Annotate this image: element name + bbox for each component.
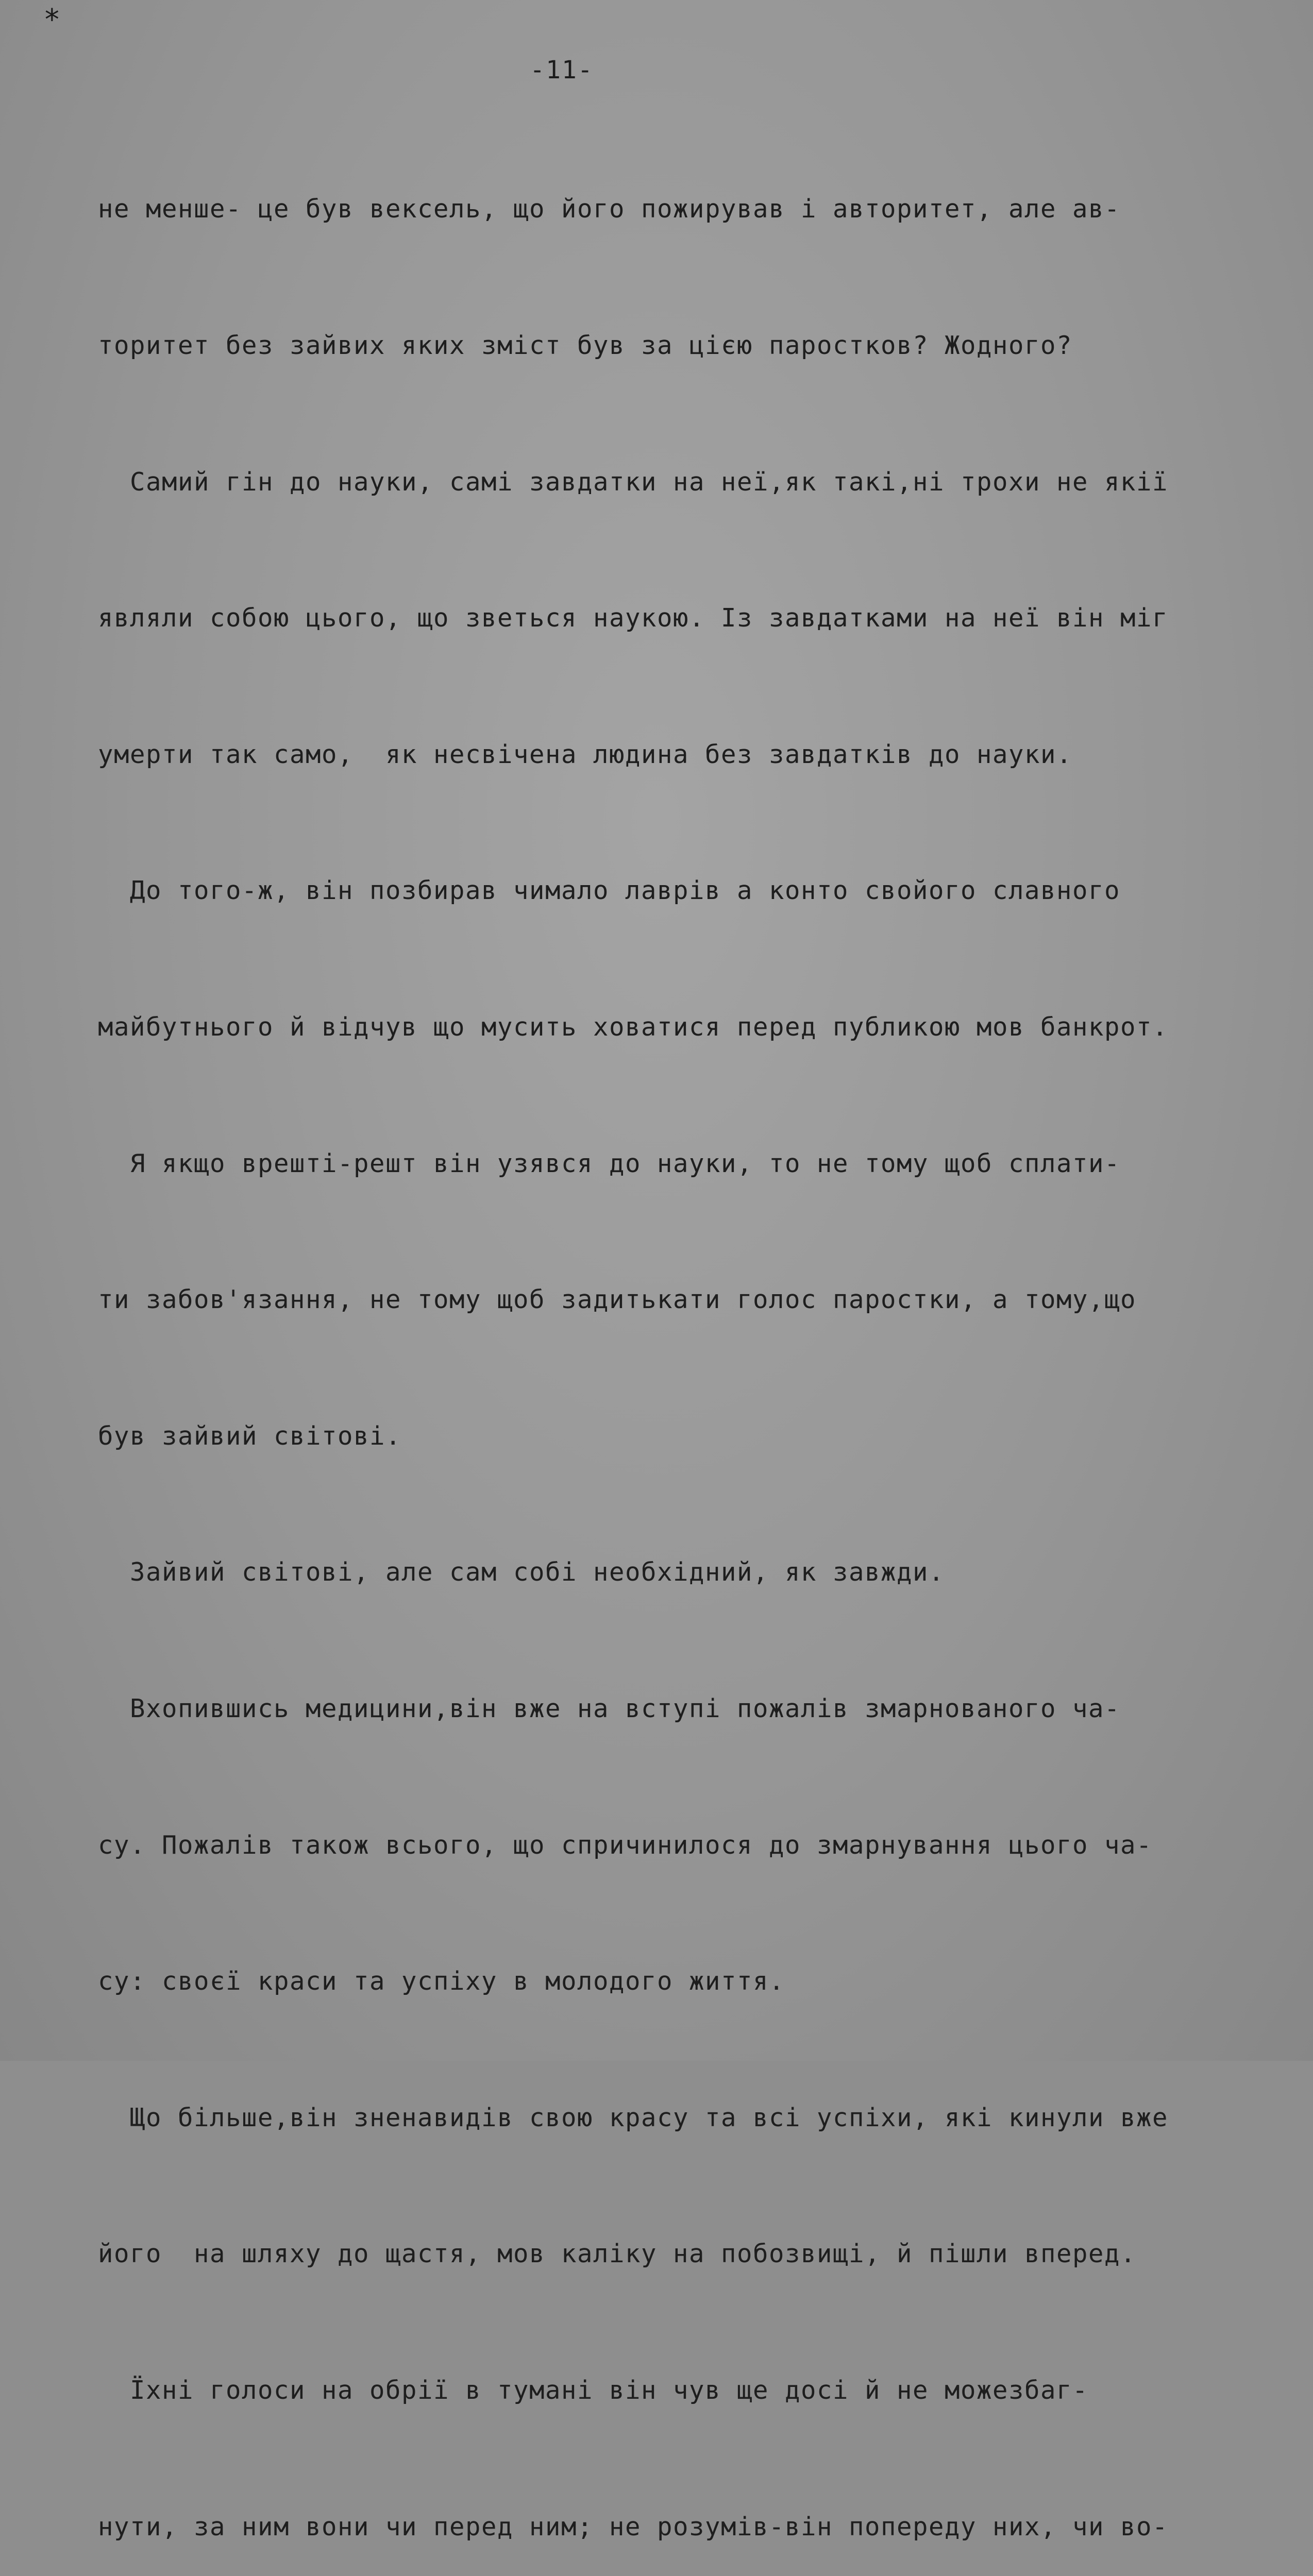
text-line: не менше- це був вексель, що його пожирував і авторитет, але ав-	[98, 194, 1121, 224]
text-line: су: своєї краси та успіху в молодого життя.	[98, 1967, 785, 1996]
text-line: Самий гін до науки, самі завдатки на неї,як такі,ні трохи не якії	[98, 467, 1169, 497]
text-line: являли собою цього, що зветься наукою. Із завдатками на неї він міг	[98, 603, 1169, 633]
text-line: ти забов'язання, не тому щоб задитькати голос паростки, а тому,що	[98, 1285, 1137, 1315]
text-line: був зайвий світові.	[98, 1421, 402, 1451]
text-line: торитет без зайвих яких зміст був за цією паростков? Жодного?	[98, 331, 1073, 360]
corner-mark: *	[43, 3, 61, 37]
text-line: Зайвий світові, але сам собі необхідний, як завжди.	[98, 1557, 945, 1587]
text-line: Що більше,він зненавидів свою красу та всі успіхи, які кинули вже	[98, 2103, 1169, 2132]
text-line: До того-ж, він позбирав чимало лаврів а конто свойого славного	[98, 876, 1121, 906]
text-line: умерти так само, як несвічена людина без завдатків до науки.	[98, 739, 1073, 769]
page-number: -11-	[530, 56, 594, 84]
text-line: Вхопившись медицини,він вже на вступі пожалів змарнованого ча-	[98, 1693, 1121, 1723]
text-line: майбутнього й відчув що мусить ховатися перед публикою мов банкрот.	[98, 1012, 1169, 1042]
text-line: Їхні голоси на обрії в тумані він чув ще досі й не можезбаг-	[98, 2375, 1089, 2405]
text-line: Я якщо врешті-решт він узявся до науки, то не тому щоб сплати-	[98, 1148, 1121, 1178]
body-text	[98, 96, 1278, 2576]
text-line: нути, за ним вони чи перед ним; не розумів-він попереду них, чи во-	[98, 2512, 1169, 2541]
text-line: су. Пожалів також всього, що спричинилося до змарнування цього ча-	[98, 1830, 1153, 1860]
text-line: його на шляху до щастя, мов каліку на побозвищі, й пішли вперед.	[98, 2239, 1137, 2269]
